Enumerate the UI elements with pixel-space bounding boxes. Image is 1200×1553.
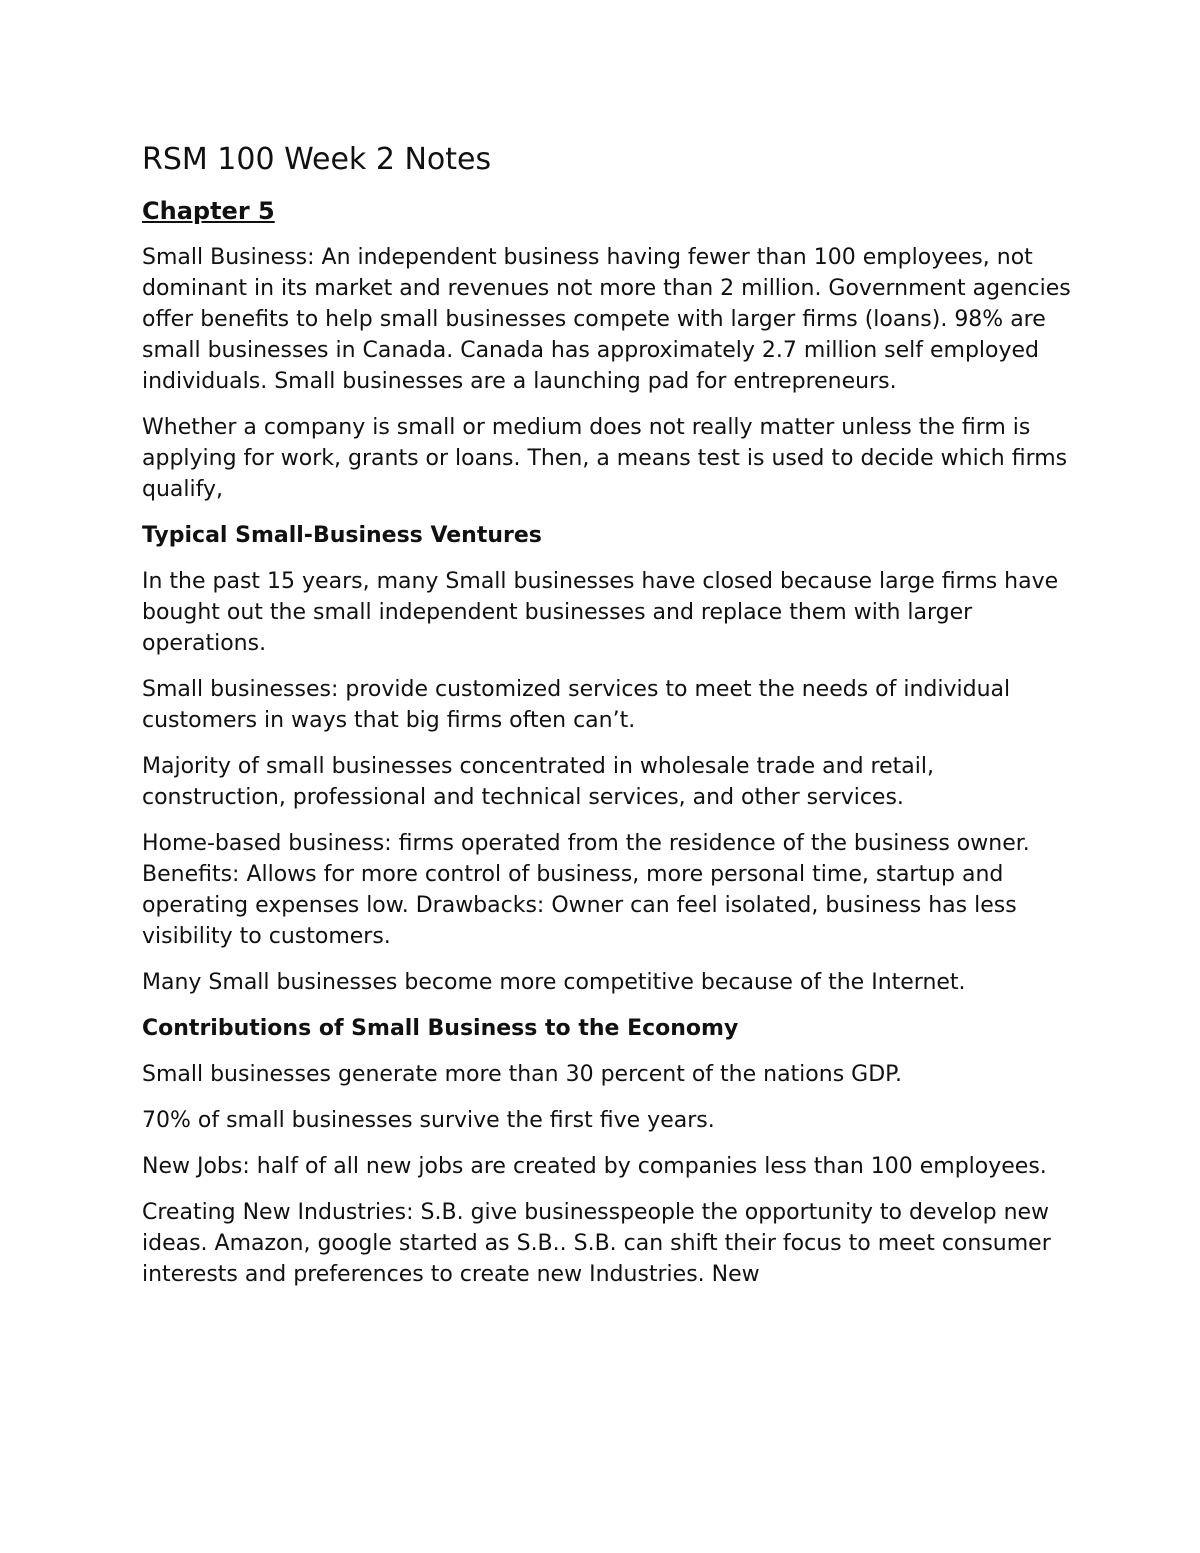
paragraph-home-based-business: Home-based business: firms operated from the residence of the business owner. Benefits: Allows for more control of business, more personal time, startup and operating expenses low. Drawbacks: Owner can feel isolated, business has less visibility to customers. [142, 831, 1030, 949]
paragraph-new-jobs: New Jobs: half of all new jobs are created by companies less than 100 employees. [142, 1154, 1047, 1179]
paragraph-survival-rate: 70% of small businesses survive the first five years. [142, 1108, 715, 1133]
paragraph-gdp: Small businesses generate more than 30 percent of the nations GDP. [142, 1062, 902, 1087]
paragraph-new-industries: Creating New Industries: S.B. give businesspeople the opportunity to develop new ideas. Amazon, google started as S.B.. S.B. can shift their focus to meet consumer interests and preferences to create new Industries. New [142, 1200, 1051, 1287]
paragraph-closures: In the past 15 years, many Small businesses have closed because large firms have bought out the small independent businesses and replace them with larger operations. [142, 569, 1059, 656]
section-heading-contributions: Contributions of Small Business to the Economy [142, 1016, 739, 1041]
paragraph-industry-concentration: Majority of small businesses concentrated in wholesale trade and retail, construction, professional and technical services, and other services. [142, 754, 934, 810]
paragraph-customized-services: Small businesses: provide customized services to meet the needs of individual customers in ways that big firms often can’t. [142, 677, 1011, 733]
chapter-heading: Chapter 5 [142, 197, 275, 225]
paragraph-means-test: Whether a company is small or medium does not really matter unless the firm is applying for work, grants or loans. Then, a means test is used to decide which firms qualify, [142, 415, 1068, 502]
document-title: RSM 100 Week 2 Notes [142, 142, 492, 177]
paragraph-internet-competition: Many Small businesses become more competitive because of the Internet. [142, 970, 966, 995]
document-body [142, 140, 1072, 1305]
section-heading-typical-ventures: Typical Small-Business Ventures [142, 523, 542, 548]
paragraph-small-business-definition: Small Business: An independent business having fewer than 100 employees, not dominant in its market and revenues not more than 2 million. Government agencies offer benefits to help small businesses compete with larger firms (loans). 98% are small businesses in Canada. Canada has approximately 2.7 million self employed individuals. Small businesses are a launching pad for entrepreneurs. [142, 245, 1071, 394]
